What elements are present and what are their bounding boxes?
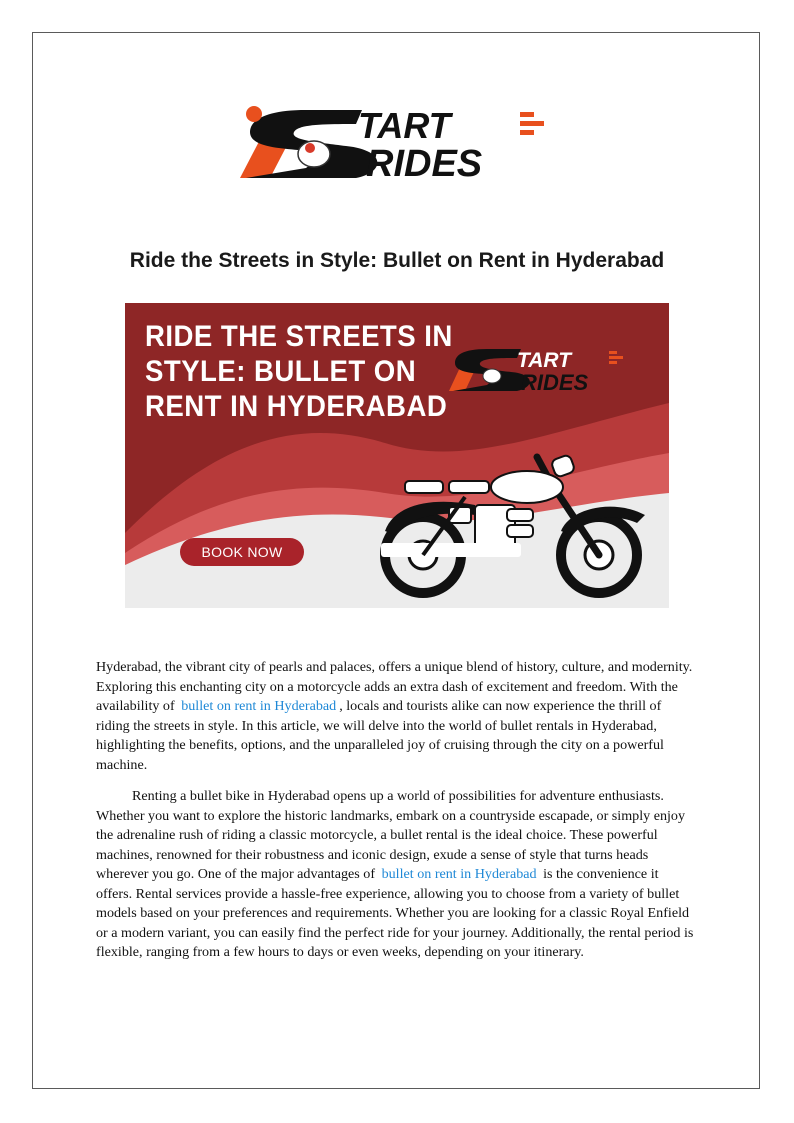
logo-line1: TART [358,105,451,146]
svg-text:TART: TART [517,349,572,372]
motorcycle-icon [365,453,665,603]
paragraph-benefits: Renting a bullet bike in Hyderabad opens up a world of possibilities for adventure enthusiasts. Whether you want to explore the historic landmarks, embark on a countryside escapade, or simply enjoy the adrenaline rush of riding a classic motorcycle, a bullet rental is the ideal choice. These powerful machines, renowned for their robustness and iconic design, exude a sense of style that turns heads wherever you go. One of the major advantages of bullet on rent in Hyderabad is the convenience it offers. Rental services provide a hassle-free experience, allowing you to choose from a variety of bullet models based on your preferences and requirements. Whether you are looking for a classic Royal Enfield or a modern variant, you can easily find the perfect ride for your journey. Additionally, the rental period is flexible, ranging from a few hours to days or even weeks, depending on your itinerary. [96,788,694,960]
document-title: Ride the Streets in Style: Bullet on Rent in Hyderabad [129,249,665,273]
bullet-rent-link[interactable]: bullet on rent in Hyderabad [381,866,537,882]
banner-heading: RIDE THE STREETS IN STYLE: BULLET ON RENT IN HYDERABAD [145,320,453,423]
svg-text:RIDES: RIDES [521,370,589,393]
hero-banner [125,303,669,608]
start-rides-logo [236,102,560,182]
paragraph-intro: Hyderabad, the vibrant city of pearls and palaces, offers a unique blend of history, culture, and modernity. Exploring this enchanting city on a motorcycle adds an extra dash of excitement and freedom. With the availability of bullet on rent in Hyderabad , locals and tourists alike can now experience the thrill of riding the streets in style. In this article, we will delve into the world of bullet rentals in Hyderabad, highlighting the benefits, options, and the unparalleled joy of cruising through the city on a powerful machine. [96,659,693,773]
logo-badge-icon [246,106,262,122]
bullet-rent-link[interactable]: bullet on rent in Hyderabad [181,698,337,714]
logo-line2: RIDES [366,143,483,182]
banner-logo [447,345,632,393]
logo-rider-icon [298,141,330,167]
book-now-button[interactable]: BOOK NOW [180,538,304,566]
article-body [96,658,696,975]
